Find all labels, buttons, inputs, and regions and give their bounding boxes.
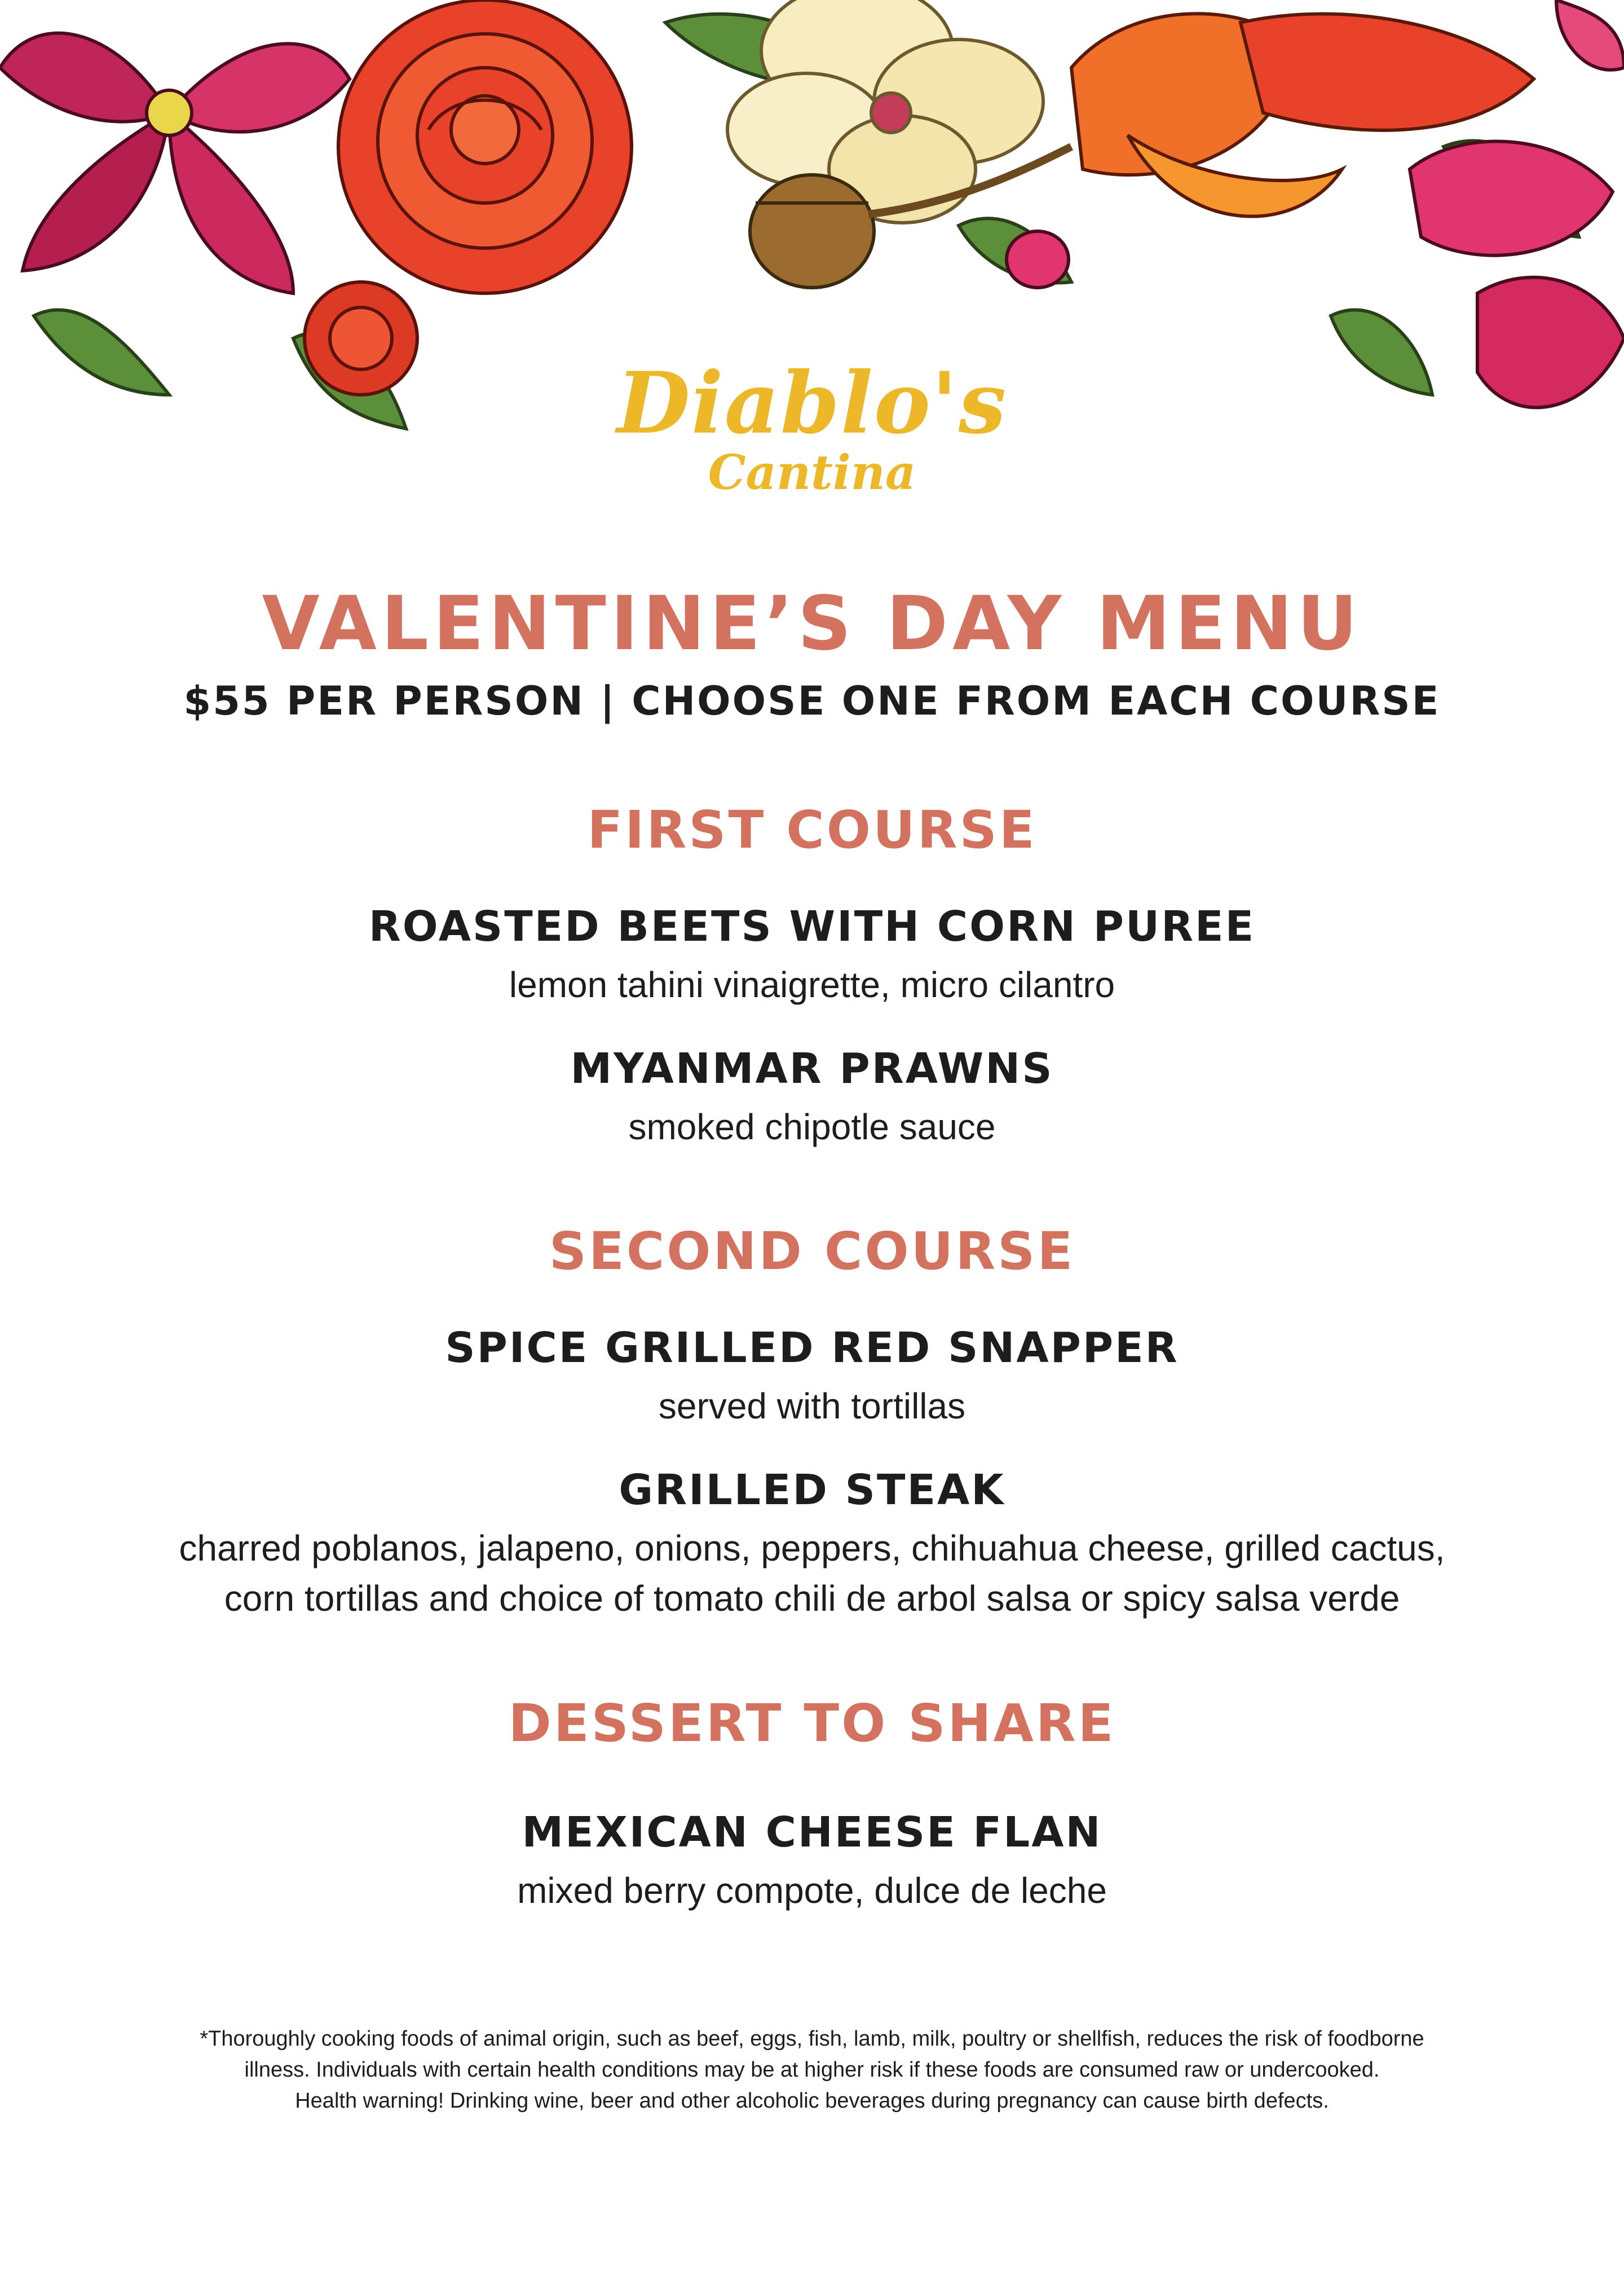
item-desc-line: charred poblanos, jalapeno, onions, peppers, chihuahua cheese, grilled cactus, [179, 1527, 1445, 1568]
footnote-line: Health warning! Drinking wine, beer and other alcoholic beverages during pregnancy can cause birth defects. [295, 2089, 1329, 2113]
item-desc: mixed berry compote, dulce de leche [517, 1870, 1107, 1911]
item-name: MYANMAR PRAWNS [570, 1044, 1054, 1093]
course-heading-first: FIRST COURSE [587, 800, 1037, 860]
menu-title: VALENTINE’S DAY MENU [262, 580, 1362, 667]
footnote-line: *Thoroughly cooking foods of animal origin, such as beef, eggs, fish, lamb, milk, poultry or shellfish, reduces the risk of foodborne [200, 2027, 1424, 2051]
menu-subtitle: $55 PER PERSON | CHOOSE ONE FROM EACH COURSE [183, 678, 1441, 724]
footnote-line: illness. Individuals with certain health conditions may be at higher risk if these foods are consumed raw or undercooked. [244, 2058, 1380, 2082]
menu-content [0, 580, 1624, 1916]
item-desc: served with tortillas [658, 1386, 966, 1427]
item-name: SPICE GRILLED RED SNAPPER [445, 1324, 1179, 1373]
item-name: MEXICAN CHEESE FLAN [522, 1808, 1102, 1857]
item-desc: lemon tahini vinaigrette, micro cilantro [509, 964, 1115, 1005]
footnote [169, 2024, 1455, 2117]
item-name: GRILLED STEAK [619, 1465, 1005, 1514]
course-heading-second: SECOND COURSE [549, 1221, 1075, 1282]
logo-name: Diablo's [616, 354, 1008, 453]
item-desc-line: corn tortillas and choice of tomato chili de arbol salsa or spicy salsa verde [224, 1578, 1400, 1619]
course-heading-dessert: DESSERT TO SHARE [508, 1693, 1116, 1753]
logo-sub: Cantina [708, 444, 916, 500]
logo [0, 354, 1624, 500]
item-name: ROASTED BEETS WITH CORN PUREE [368, 902, 1256, 951]
item-desc: smoked chipotle sauce [628, 1106, 996, 1147]
